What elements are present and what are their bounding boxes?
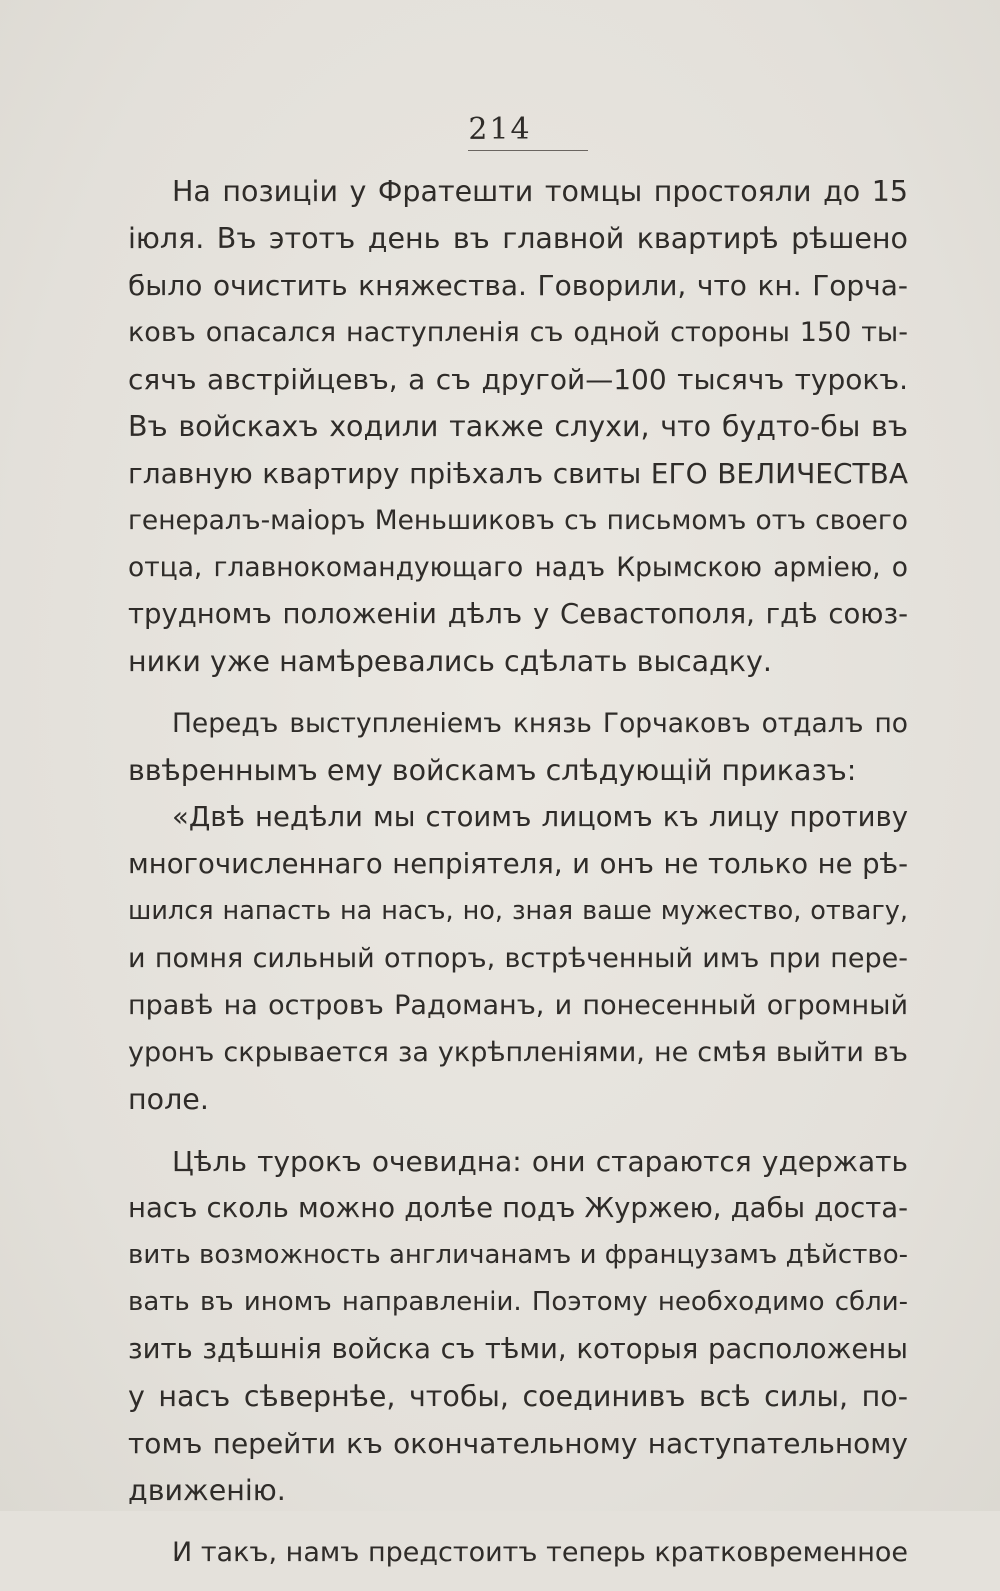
text-line: іюля. Въ этотъ день въ главной квартирѣ рѣшено <box>128 222 908 255</box>
text-line: «Двѣ недѣли мы стоимъ лицомъ къ лицу противу <box>172 801 908 833</box>
paragraph <box>128 1529 908 1576</box>
paragraph <box>128 1138 908 1514</box>
text-line: Цѣль турокъ очевидна: они стараются удержать <box>172 1145 908 1178</box>
page-number: 214 <box>468 112 532 147</box>
text-line: и помня сильный отпоръ, встрѣченный имъ при пере- <box>128 943 908 974</box>
text-line: томъ перейти къ окончательному наступательному <box>128 1427 908 1460</box>
body-text <box>128 168 908 1591</box>
paragraph <box>128 700 908 1123</box>
text-line: движенію. <box>128 1474 286 1507</box>
text-line: ники уже намѣревались сдѣлать высадку. <box>128 645 772 678</box>
text-line: трудномъ положеніи дѣлъ у Севастополя, гдѣ союз- <box>128 598 908 630</box>
text-line: правѣ на островъ Радоманъ, и понесенный огромный <box>128 990 908 1021</box>
text-line: вить возможность англичанамъ и французамъ дѣйство- <box>128 1240 908 1270</box>
text-line: у насъ сѣвернѣе, чтобы, соединивъ всѣ силы, по- <box>128 1380 908 1413</box>
text-line: насъ сколь можно долѣе подъ Журжею, дабы доста- <box>128 1192 908 1224</box>
text-line: Передъ выступленіемъ князь Горчаковъ отдалъ по <box>172 708 908 739</box>
text-line: шился напасть на насъ, но, зная ваше мужество, отвагу, <box>128 896 908 926</box>
text-line: зить здѣшнія войска съ тѣми, которыя расположены <box>128 1333 908 1365</box>
text-line: ввѣреннымъ ему войскамъ слѣдующій приказъ: <box>128 754 857 787</box>
paragraph <box>128 168 908 685</box>
text-line: На позиціи у Фратешти томцы простояли до 15 <box>172 175 908 208</box>
text-line: вать въ иномъ направленіи. Поэтому необходимо сбли- <box>128 1287 908 1317</box>
text-line: отца, главнокомандующаго надъ Крымскою арміею, о <box>128 552 908 583</box>
text-line: И такъ, намъ предстоитъ теперь кратковременное <box>172 1537 908 1568</box>
text-line: уронъ скрывается за укрѣпленіями, не смѣя выйти въ <box>128 1037 908 1068</box>
text-line: Въ войскахъ ходили также слухи, что будто-бы въ <box>128 410 908 443</box>
header-rule <box>468 150 588 151</box>
text-line: главную квартиру пріѣхалъ свиты ЕГО ВЕЛИЧЕСТВА <box>128 457 908 490</box>
text-line: поле. <box>128 1083 209 1116</box>
text-line: сячъ австрійцевъ, а съ другой—100 тысячъ турокъ. <box>128 363 908 396</box>
text-line: многочисленнаго непріятеля, и онъ не только не рѣ- <box>128 848 908 880</box>
text-line: было очистить княжества. Говорили, что кн. Горча- <box>128 269 908 302</box>
text-line: генералъ-маіоръ Меньшиковъ съ письмомъ отъ своего <box>128 505 908 536</box>
text-line: ковъ опасался наступленія съ одной стороны 150 ты- <box>128 317 908 348</box>
